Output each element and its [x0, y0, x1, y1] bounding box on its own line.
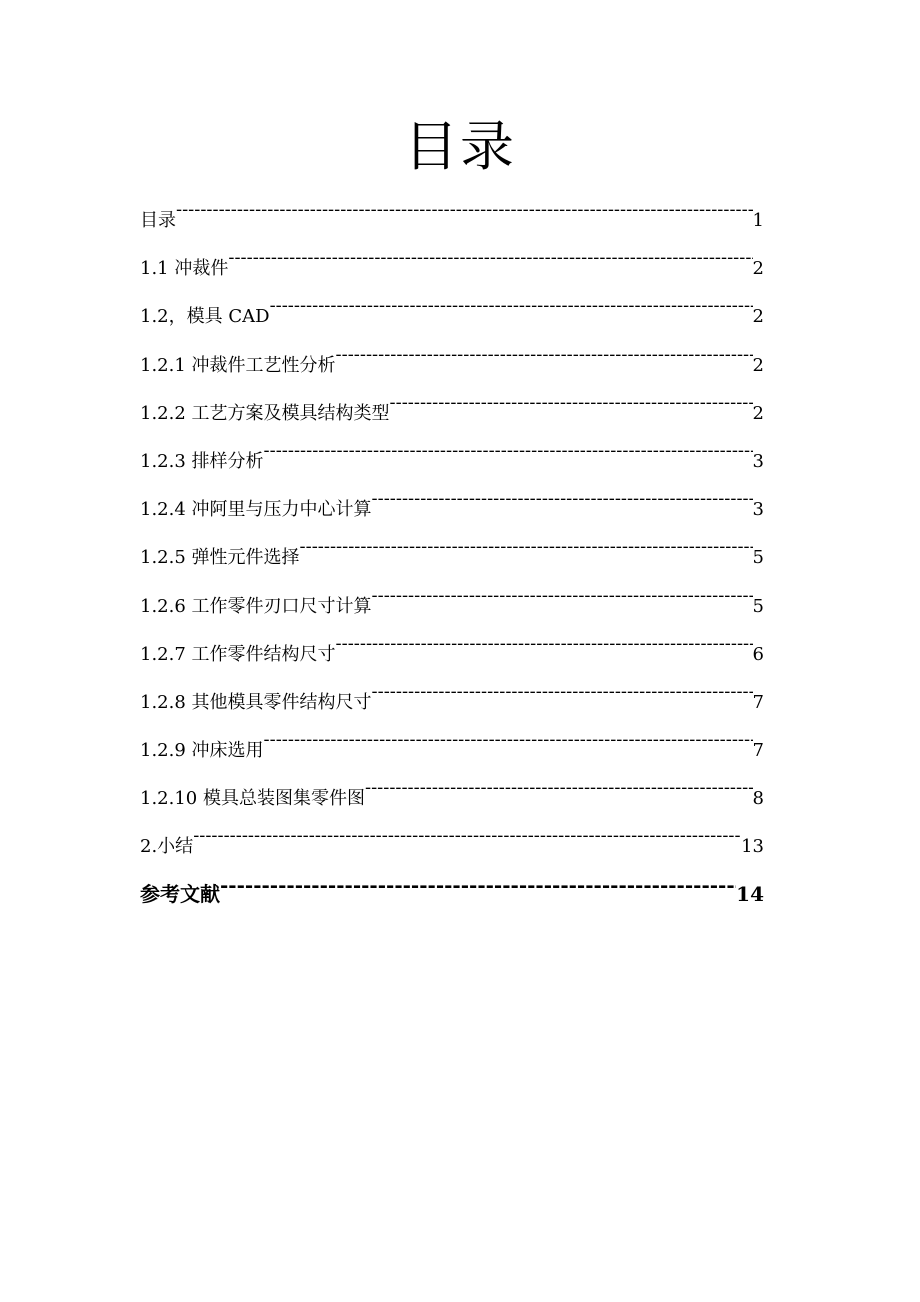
toc-entry-page: 8 [752, 788, 764, 810]
toc-dot-leader [264, 435, 753, 467]
toc-dot-leader [372, 580, 753, 612]
toc-entry-page: 3 [752, 499, 764, 521]
toc-entry-page: 14 [736, 881, 764, 906]
toc-entry-page: 3 [752, 450, 764, 472]
toc-dot-leader [220, 869, 736, 901]
toc-entry [140, 580, 764, 628]
toc-entry [140, 772, 764, 820]
toc-entry [140, 339, 764, 387]
toc-entry [140, 242, 764, 290]
toc-entry [140, 290, 764, 338]
toc-entry-label: 1.2.9 冲床选用 [140, 740, 264, 762]
toc-entry-label: 1.2.6 工作零件刃口尺寸计算 [140, 595, 372, 617]
toc-entry-page: 7 [752, 691, 764, 713]
toc-entry-label: 1.2.4 冲阿里与压力中心计算 [140, 499, 372, 521]
toc-entry-label: 1.2.2 工艺方案及模具结构类型 [140, 402, 390, 424]
toc-dot-leader [365, 772, 753, 804]
toc-entry [140, 628, 764, 676]
toc-entry [140, 531, 764, 579]
toc-dot-leader [372, 483, 753, 515]
document-title: 目录 [404, 115, 516, 178]
toc-dot-leader [228, 242, 752, 274]
toc-entry-label: 2.小结 [140, 836, 194, 858]
toc-dot-leader [336, 628, 753, 660]
toc-dot-leader [372, 676, 753, 708]
toc-entry-label: 目录 [140, 210, 176, 231]
toc-entry-label: 1.2.5 弹性元件选择 [140, 547, 300, 569]
toc-entry-page: 2 [752, 402, 764, 424]
toc-dot-leader [176, 194, 753, 226]
toc-dot-leader [193, 820, 741, 852]
toc-entry-page: 1 [752, 210, 764, 231]
toc-entry-page: 6 [752, 643, 764, 665]
toc-entry-page: 13 [741, 836, 764, 858]
toc-entry [140, 435, 764, 483]
toc-dot-leader [336, 339, 753, 371]
toc-entry [140, 820, 764, 868]
toc-entry-label: 1.1 冲裁件 [140, 258, 229, 280]
toc-entry-label: 1.2，模具 CAD [140, 306, 270, 328]
toc-entry-page: 5 [752, 595, 764, 617]
toc-entry-page: 2 [752, 354, 764, 376]
toc-entry-label: 1.2.3 排样分析 [140, 450, 264, 472]
toc-entry-label: 1.2.1 冲裁件工艺性分析 [140, 354, 336, 376]
toc-entry-page: 7 [752, 740, 764, 762]
toc-entry-references [140, 869, 764, 919]
toc-entry [140, 387, 764, 435]
toc-dot-leader [264, 724, 753, 756]
toc-entry-page: 2 [752, 258, 764, 280]
toc-entry-label: 1.2.7 工作零件结构尺寸 [140, 643, 336, 665]
toc-entry [140, 676, 764, 724]
toc-entry-label: 1.2.10 模具总装图集零件图 [140, 788, 365, 810]
toc-entry-page: 2 [752, 306, 764, 328]
toc-dot-leader [300, 531, 753, 563]
toc-entry-label: 参考文献 [140, 881, 220, 906]
table-of-contents [140, 194, 764, 919]
toc-entry [140, 194, 764, 242]
toc-dot-leader [270, 290, 753, 322]
toc-dot-leader [390, 387, 753, 419]
toc-entry-page: 5 [752, 547, 764, 569]
toc-entry [140, 724, 764, 772]
toc-entry [140, 483, 764, 531]
toc-entry-label: 1.2.8 其他模具零件结构尺寸 [140, 691, 372, 713]
